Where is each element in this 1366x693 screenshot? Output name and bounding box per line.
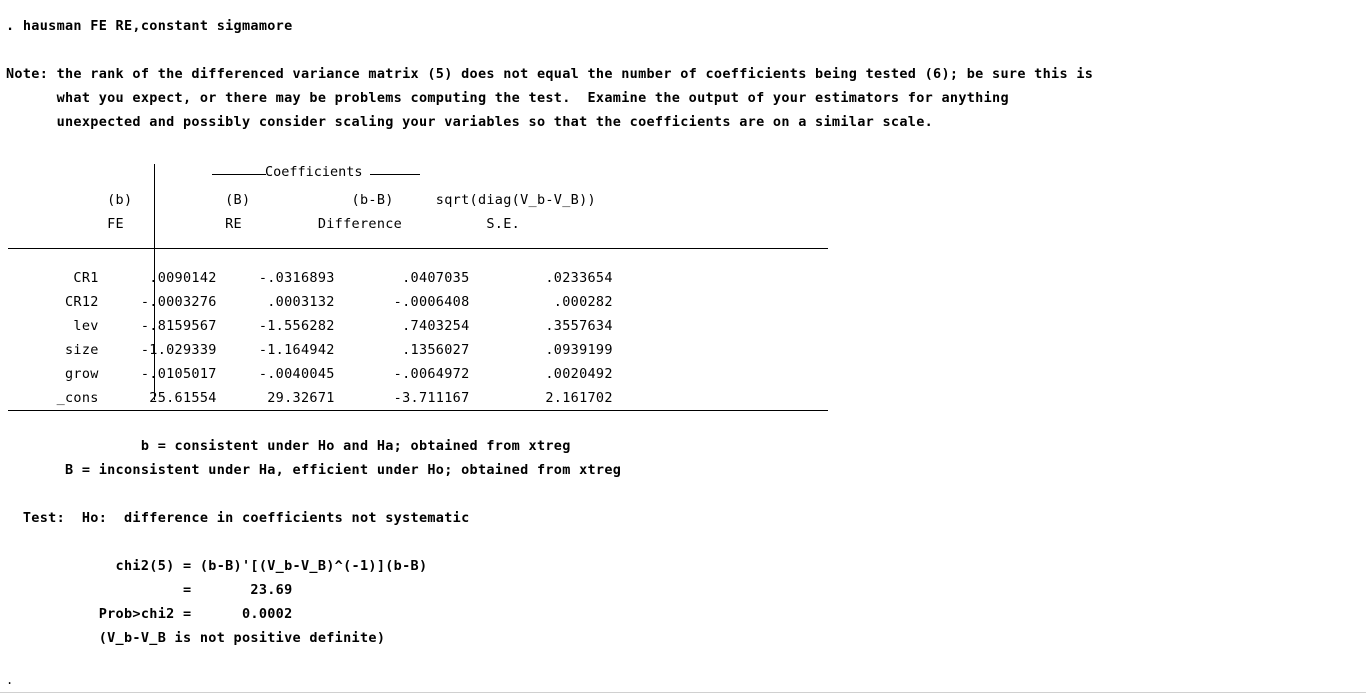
table-row: grow -.0105017 -.0040045 -.0064972 .0020492 xyxy=(6,366,613,382)
table-header-row-1: (b) (B) (b-B) sqrt(diag(V_b-V_B)) xyxy=(6,192,596,208)
hausman-coefficients-table xyxy=(6,164,1360,410)
note-line-2: what you expect, or there may be problems computing the test. Examine the output of your estimators for anything xyxy=(6,90,1009,106)
test-hypothesis-line: Test: Ho: difference in coefficients not systematic xyxy=(6,510,470,526)
table-body xyxy=(6,260,1360,410)
chi2-value-line: = 23.69 xyxy=(6,582,293,598)
table-row: lev -.8159567 -1.556282 .7403254 .3557634 xyxy=(6,318,613,334)
chi2-formula-line: chi2(5) = (b-B)'[(V_b-V_B)^(-1)](b-B) xyxy=(6,558,428,574)
spacer xyxy=(6,134,1360,158)
table-row: size -1.029339 -1.164942 .1356027 .0939199 xyxy=(6,342,613,358)
table-vertical-rule xyxy=(154,164,155,400)
table-bottom-rule xyxy=(8,410,828,411)
table-row: CR1 .0090142 -.0316893 .0407035 .0233654 xyxy=(6,270,613,286)
table-top-rule xyxy=(8,248,828,249)
note-line-1: Note: the rank of the differenced variance matrix (5) does not equal the number of coefficients being tested (6); be sure this is xyxy=(6,66,1094,82)
prompt-tail: . xyxy=(6,673,14,687)
table-row: _cons 25.61554 29.32671 -3.711167 2.161702 xyxy=(6,390,613,406)
note-line-3: unexpected and possibly consider scaling your variables so that the coefficients are on a similar scale. xyxy=(6,114,934,130)
spacer xyxy=(6,38,1360,62)
spacer xyxy=(6,482,1360,506)
spacer xyxy=(6,164,1360,188)
coefficients-label: Coefficients xyxy=(265,164,363,180)
footnote-B: B = inconsistent under Ha, efficient under Ho; obtained from xtreg xyxy=(6,462,622,478)
positive-definite-note: (V_b-V_B is not positive definite) xyxy=(6,630,386,646)
footnote-b: b = consistent under Ho and Ha; obtained from xtreg xyxy=(6,438,571,454)
table-header-row-2: FE RE Difference S.E. xyxy=(6,216,521,232)
spacer xyxy=(6,530,1360,554)
spacer xyxy=(6,410,1360,434)
table-row: CR12 -.0003276 .0003132 -.0006408 .000282 xyxy=(6,294,613,310)
command-line: . hausman FE RE,constant sigmamore xyxy=(6,18,293,34)
prob-chi2-line: Prob>chi2 = 0.0002 xyxy=(6,606,293,622)
